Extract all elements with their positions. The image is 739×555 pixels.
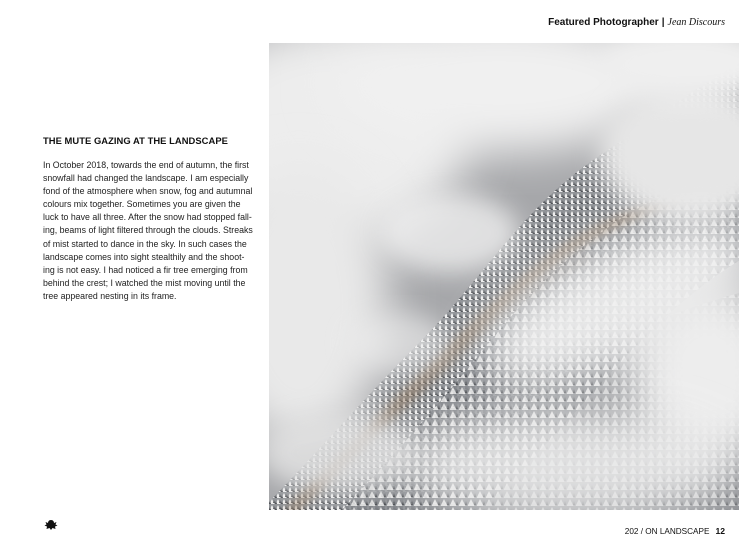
body-line: snowfall had changed the landscape. I am especially [43,173,249,184]
running-header [548,17,725,28]
misty-forest-illustration [269,43,739,510]
body-line: colours mix together. Sometimes you are given the [43,199,241,210]
body-line: In October 2018, towards the end of autumn, the first [43,160,249,170]
body-line: fond of the atmosphere when snow, fog and autumnal [43,186,253,197]
header-separator: | [661,17,665,28]
page-footer [625,526,725,536]
article-title: THE MUTE GAZING AT THE LANDSCAPE [43,135,228,146]
article-body [43,159,251,303]
page-number: 12 [715,526,725,536]
body-line: luck to have all three. After the snow had stopped fall- [43,212,252,223]
body-line: ing, beams of light filtered through the clouds. Streaks [43,225,253,236]
header-author-name: Jean Discours [667,17,725,28]
body-line: landscape comes into sight stealthily and the shoot- [43,251,245,262]
landscape-photo [269,43,739,510]
body-line: tree appeared nesting in its frame. [43,290,177,301]
article-column [43,135,251,303]
header-section-label: Featured Photographer [548,17,659,28]
body-line: of mist started to dance in the sky. In such cases the [43,238,247,249]
body-line: behind the crest; I watched the mist moving until the [43,277,246,288]
magazine-logo-icon [44,519,58,531]
body-line: ing is not easy. I had noticed a fir tree emerging from [43,264,248,275]
footer-magazine-title: 202 / ON LANDSCAPE [624,527,710,536]
